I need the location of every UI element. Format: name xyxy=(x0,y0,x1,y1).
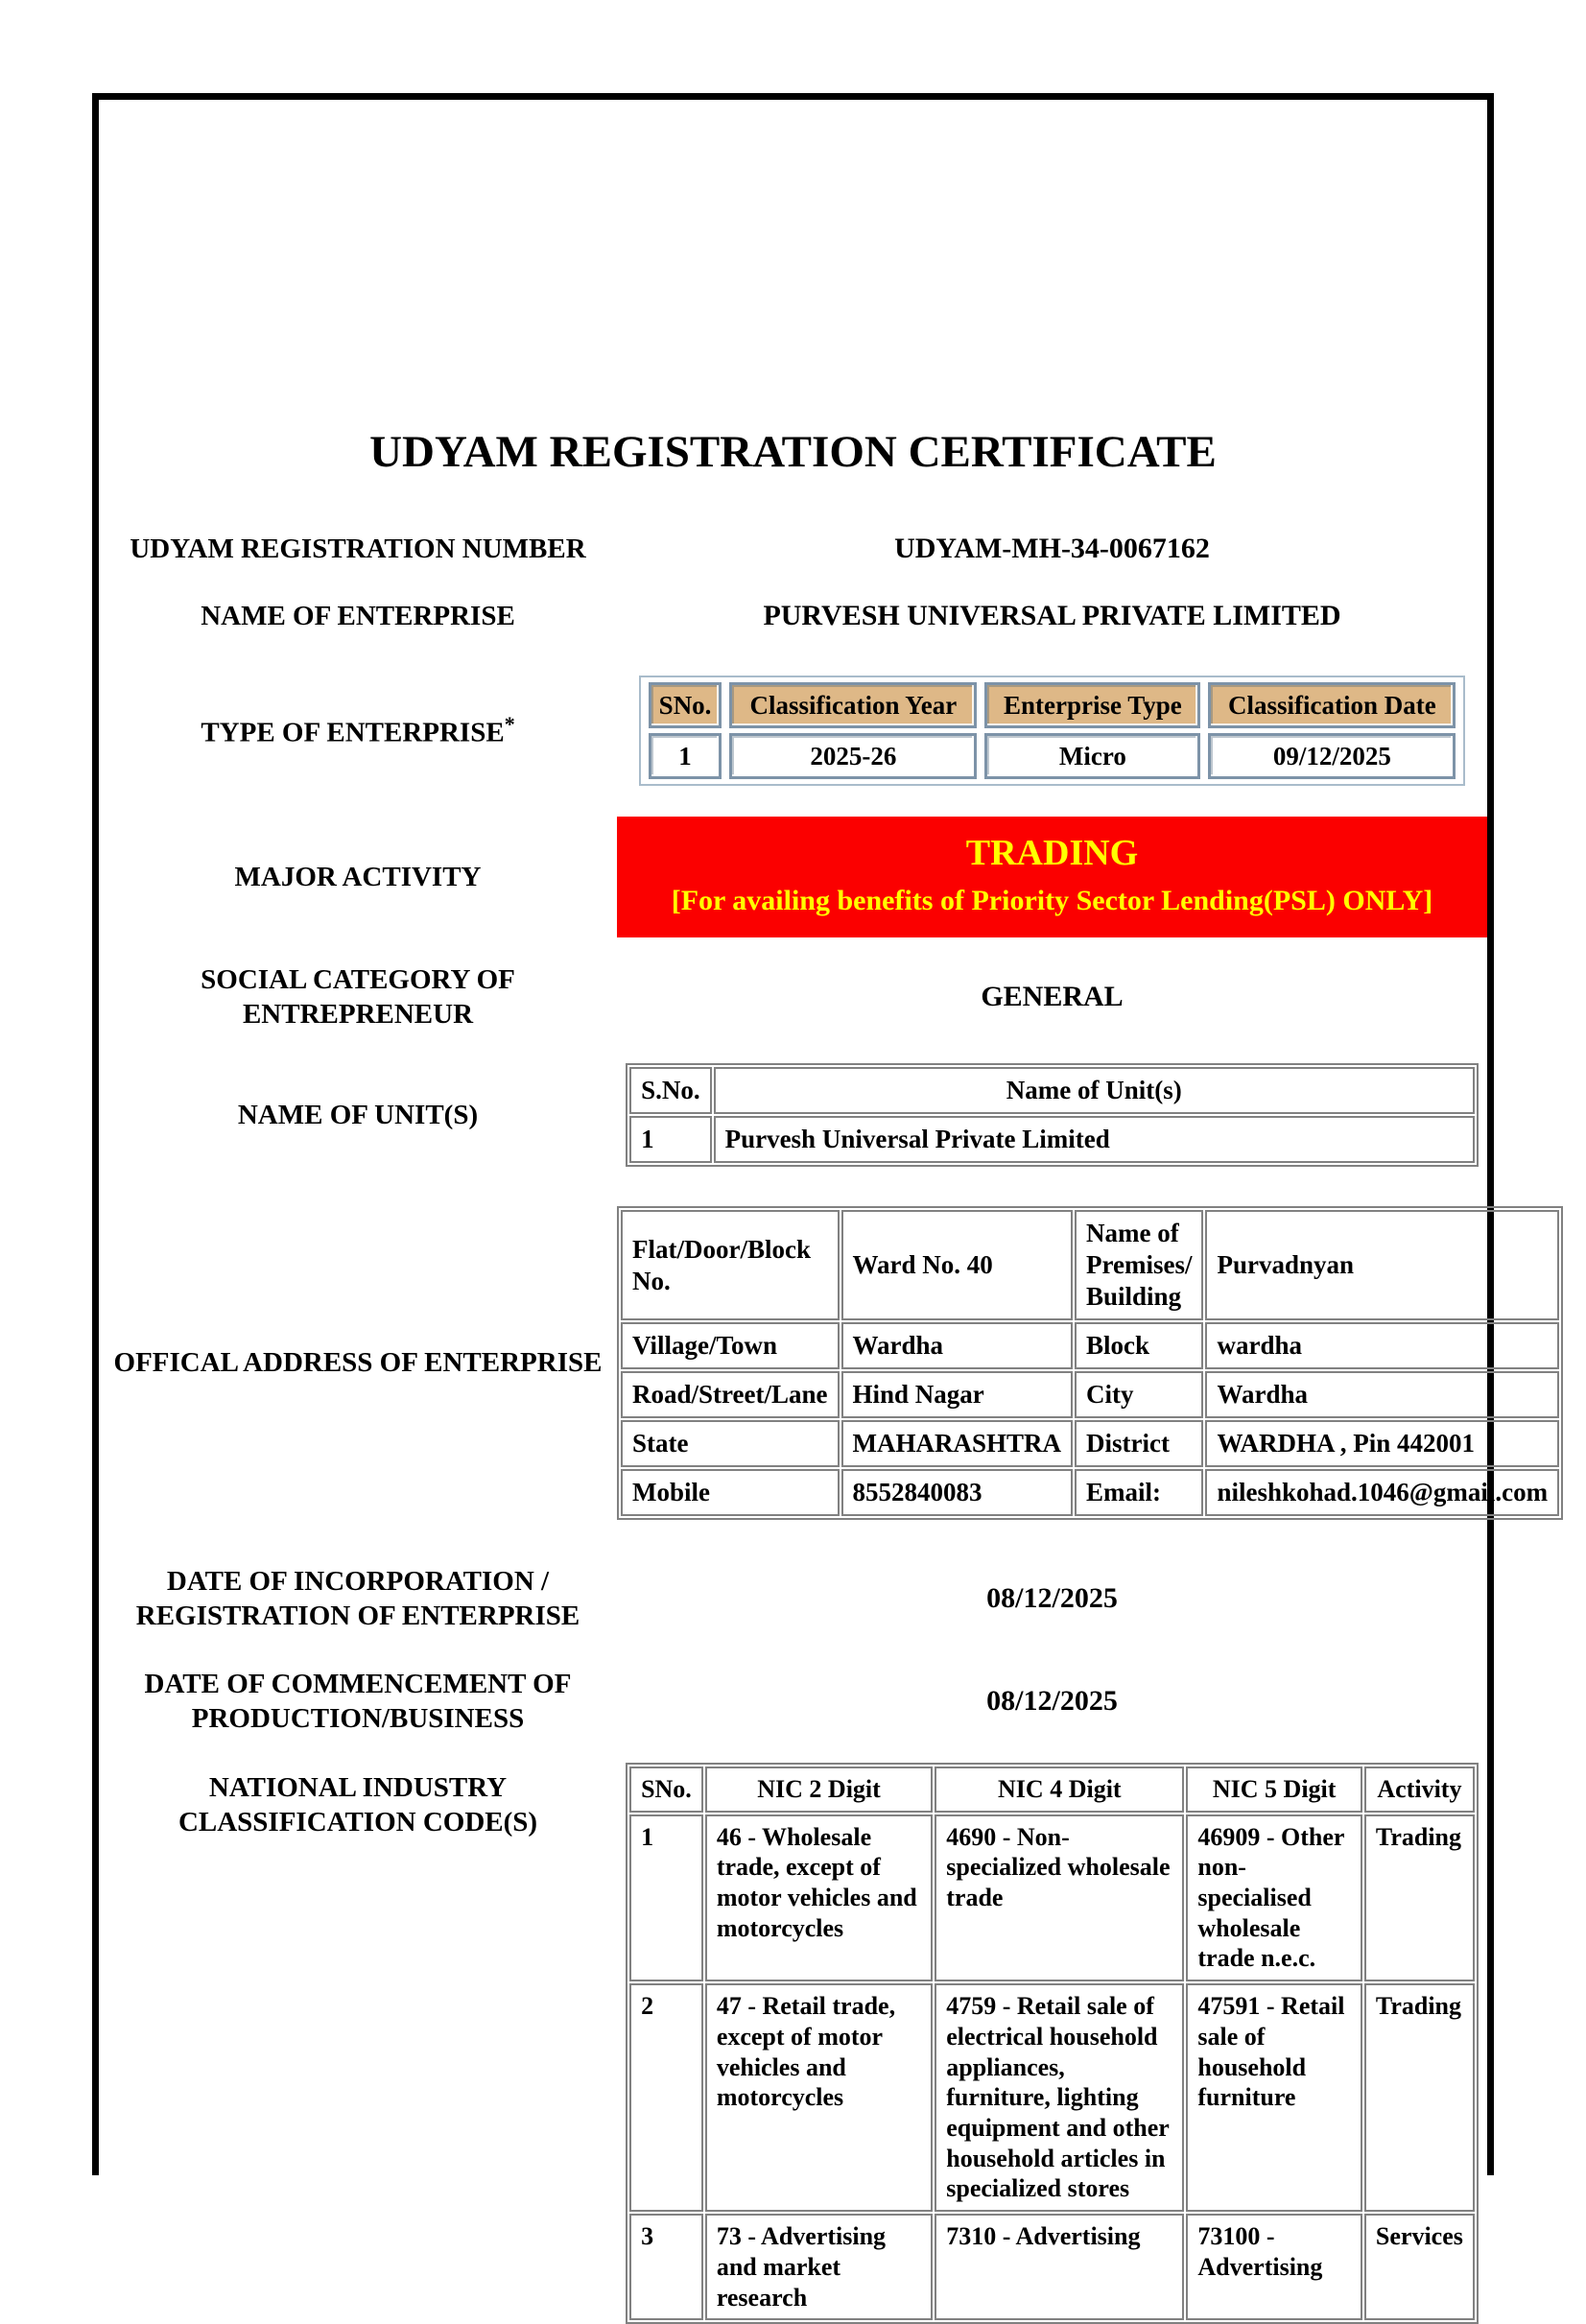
table-row xyxy=(629,2214,1475,2320)
table-cell: Flat/Door/Block No. xyxy=(621,1210,840,1320)
table-cell: 8552840083 xyxy=(841,1469,1074,1516)
major-activity-value: TRADING xyxy=(965,833,1139,874)
table-cell: Email: xyxy=(1075,1469,1203,1516)
major-activity-label: MAJOR ACTIVITY xyxy=(234,862,482,892)
table-cell: 4759 - Retail sale of electrical household appliances, furniture, lighting equipment and other household articles in specialized stores xyxy=(935,1983,1184,2212)
major-activity-banner xyxy=(617,817,1487,937)
table-row xyxy=(621,1469,1559,1516)
social-category-label: SOCIAL CATEGORY OF ENTREPRENEUR xyxy=(201,963,515,1031)
commencement-date-label: DATE OF COMMENCEMENT OF PRODUCTION/BUSINESS xyxy=(144,1668,572,1734)
enterprise-name-label: NAME OF ENTERPRISE xyxy=(201,601,515,632)
table-cell: Purvadnyan xyxy=(1205,1210,1559,1320)
units-label: NAME OF UNIT(S) xyxy=(237,1100,479,1131)
table-row xyxy=(621,1371,1559,1418)
official-address-table xyxy=(617,1206,1563,1520)
certificate-border-frame xyxy=(92,93,1549,2312)
table-cell: wardha xyxy=(1205,1322,1559,1369)
certificate-title: UDYAM REGISTRATION CERTIFICATE xyxy=(369,427,1217,477)
classification-header-row xyxy=(649,682,1456,728)
table-cell: 73 - Advertising and market research xyxy=(705,2214,933,2320)
column-header: SNo. xyxy=(629,1767,703,1813)
table-row xyxy=(629,1814,1475,1982)
column-header: Name of Unit(s) xyxy=(714,1067,1475,1114)
table-cell: District xyxy=(1075,1420,1203,1467)
table-cell: 1 xyxy=(629,1814,703,1982)
table-cell: Trading xyxy=(1364,1983,1475,2212)
table-cell: 7310 - Advertising xyxy=(935,2214,1184,2320)
table-cell: Road/Street/Lane xyxy=(621,1371,840,1418)
nic-codes-table xyxy=(626,1763,1479,2324)
nic-codes-label: NATIONAL INDUSTRY CLASSIFICATION CODE(S) xyxy=(178,1771,538,1838)
table-cell: 1 xyxy=(649,733,722,779)
table-cell: 73100 - Advertising xyxy=(1186,2214,1362,2320)
nic-header-row xyxy=(629,1767,1475,1813)
column-header: Classification Date xyxy=(1208,682,1456,728)
table-row xyxy=(621,1420,1559,1467)
registration-number-label: UDYAM REGISTRATION NUMBER xyxy=(130,534,586,565)
table-cell: Hind Nagar xyxy=(841,1371,1074,1418)
table-cell: 3 xyxy=(629,2214,703,2320)
major-activity-psl-note: [For availing benefits of Priority Sector Lending(PSL) ONLY] xyxy=(671,884,1433,916)
column-header: Classification Year xyxy=(729,682,977,728)
column-header: NIC 2 Digit xyxy=(705,1767,933,1813)
table-cell: Mobile xyxy=(621,1469,840,1516)
registration-number-value: UDYAM-MH-34-0067162 xyxy=(894,533,1210,565)
table-cell: 4690 - Non-specialized wholesale trade xyxy=(935,1814,1184,1982)
classification-table xyxy=(639,676,1466,787)
table-cell: Trading xyxy=(1364,1814,1475,1982)
commencement-date-value: 08/12/2025 xyxy=(986,1684,1118,1717)
table-cell: Name of Premises/ Building xyxy=(1075,1210,1203,1320)
table-cell: Block xyxy=(1075,1322,1203,1369)
field-social-category xyxy=(99,962,1487,1032)
type-of-enterprise-label: TYPE OF ENTERPRISE* xyxy=(201,711,515,748)
units-table xyxy=(626,1063,1479,1167)
table-cell: MAHARASHTRA xyxy=(841,1420,1074,1467)
field-nic-codes xyxy=(99,1763,1487,2324)
table-cell: Village/Town xyxy=(621,1322,840,1369)
table-cell: nileshkohad.1046@gmail.com xyxy=(1205,1469,1559,1516)
field-official-address xyxy=(99,1206,1549,1520)
table-cell: 09/12/2025 xyxy=(1208,733,1456,779)
table-cell: Services xyxy=(1364,2214,1475,2320)
column-header: S.No. xyxy=(629,1067,712,1114)
incorporation-date-label: DATE OF INCORPORATION / REGISTRATION OF ENTERPRISE xyxy=(135,1565,580,1631)
column-header: NIC 4 Digit xyxy=(935,1767,1184,1813)
table-cell: 46 - Wholesale trade, except of motor vehicles and motorcycles xyxy=(705,1814,933,1982)
official-address-label: OFFICAL ADDRESS OF ENTERPRISE xyxy=(113,1347,603,1379)
field-major-activity xyxy=(99,817,1487,937)
table-cell: Wardha xyxy=(1205,1371,1559,1418)
table-cell: 47591 - Retail sale of household furniture xyxy=(1186,1983,1362,2212)
table-cell: 47 - Retail trade, except of motor vehicles and motorcycles xyxy=(705,1983,933,2212)
column-header: SNo. xyxy=(649,682,722,728)
enterprise-name-value: PURVESH UNIVERSAL PRIVATE LIMITED xyxy=(763,600,1341,632)
table-cell: Wardha xyxy=(841,1322,1074,1369)
field-registration-number xyxy=(99,532,1487,566)
table-cell: WARDHA , Pin 442001 xyxy=(1205,1420,1559,1467)
units-header-row xyxy=(629,1067,1475,1114)
table-cell: City xyxy=(1075,1371,1203,1418)
column-header: NIC 5 Digit xyxy=(1186,1767,1362,1813)
field-enterprise-name xyxy=(99,599,1487,633)
table-cell: Micro xyxy=(984,733,1200,779)
table-row xyxy=(621,1210,1559,1320)
table-cell: State xyxy=(621,1420,840,1467)
table-row xyxy=(649,733,1456,779)
field-name-of-units xyxy=(99,1063,1487,1167)
incorporation-date-value: 08/12/2025 xyxy=(986,1581,1118,1614)
table-cell: Ward No. 40 xyxy=(841,1210,1074,1320)
column-header: Activity xyxy=(1364,1767,1475,1813)
field-commencement-date xyxy=(99,1666,1487,1737)
table-cell: 2 xyxy=(629,1983,703,2212)
table-cell: Purvesh Universal Private Limited xyxy=(714,1116,1475,1163)
table-cell: 46909 - Other non-specialised wholesale trade n.e.c. xyxy=(1186,1814,1362,1982)
asterisk-mark: * xyxy=(504,711,515,736)
column-header: Enterprise Type xyxy=(984,682,1200,728)
table-row xyxy=(629,1983,1475,2212)
field-incorporation-date xyxy=(99,1563,1487,1634)
field-type-of-enterprise xyxy=(99,676,1487,787)
table-cell: 1 xyxy=(629,1116,712,1163)
table-cell: 2025-26 xyxy=(729,733,977,779)
social-category-value: GENERAL xyxy=(981,981,1124,1013)
table-row xyxy=(629,1116,1475,1163)
table-row xyxy=(621,1322,1559,1369)
